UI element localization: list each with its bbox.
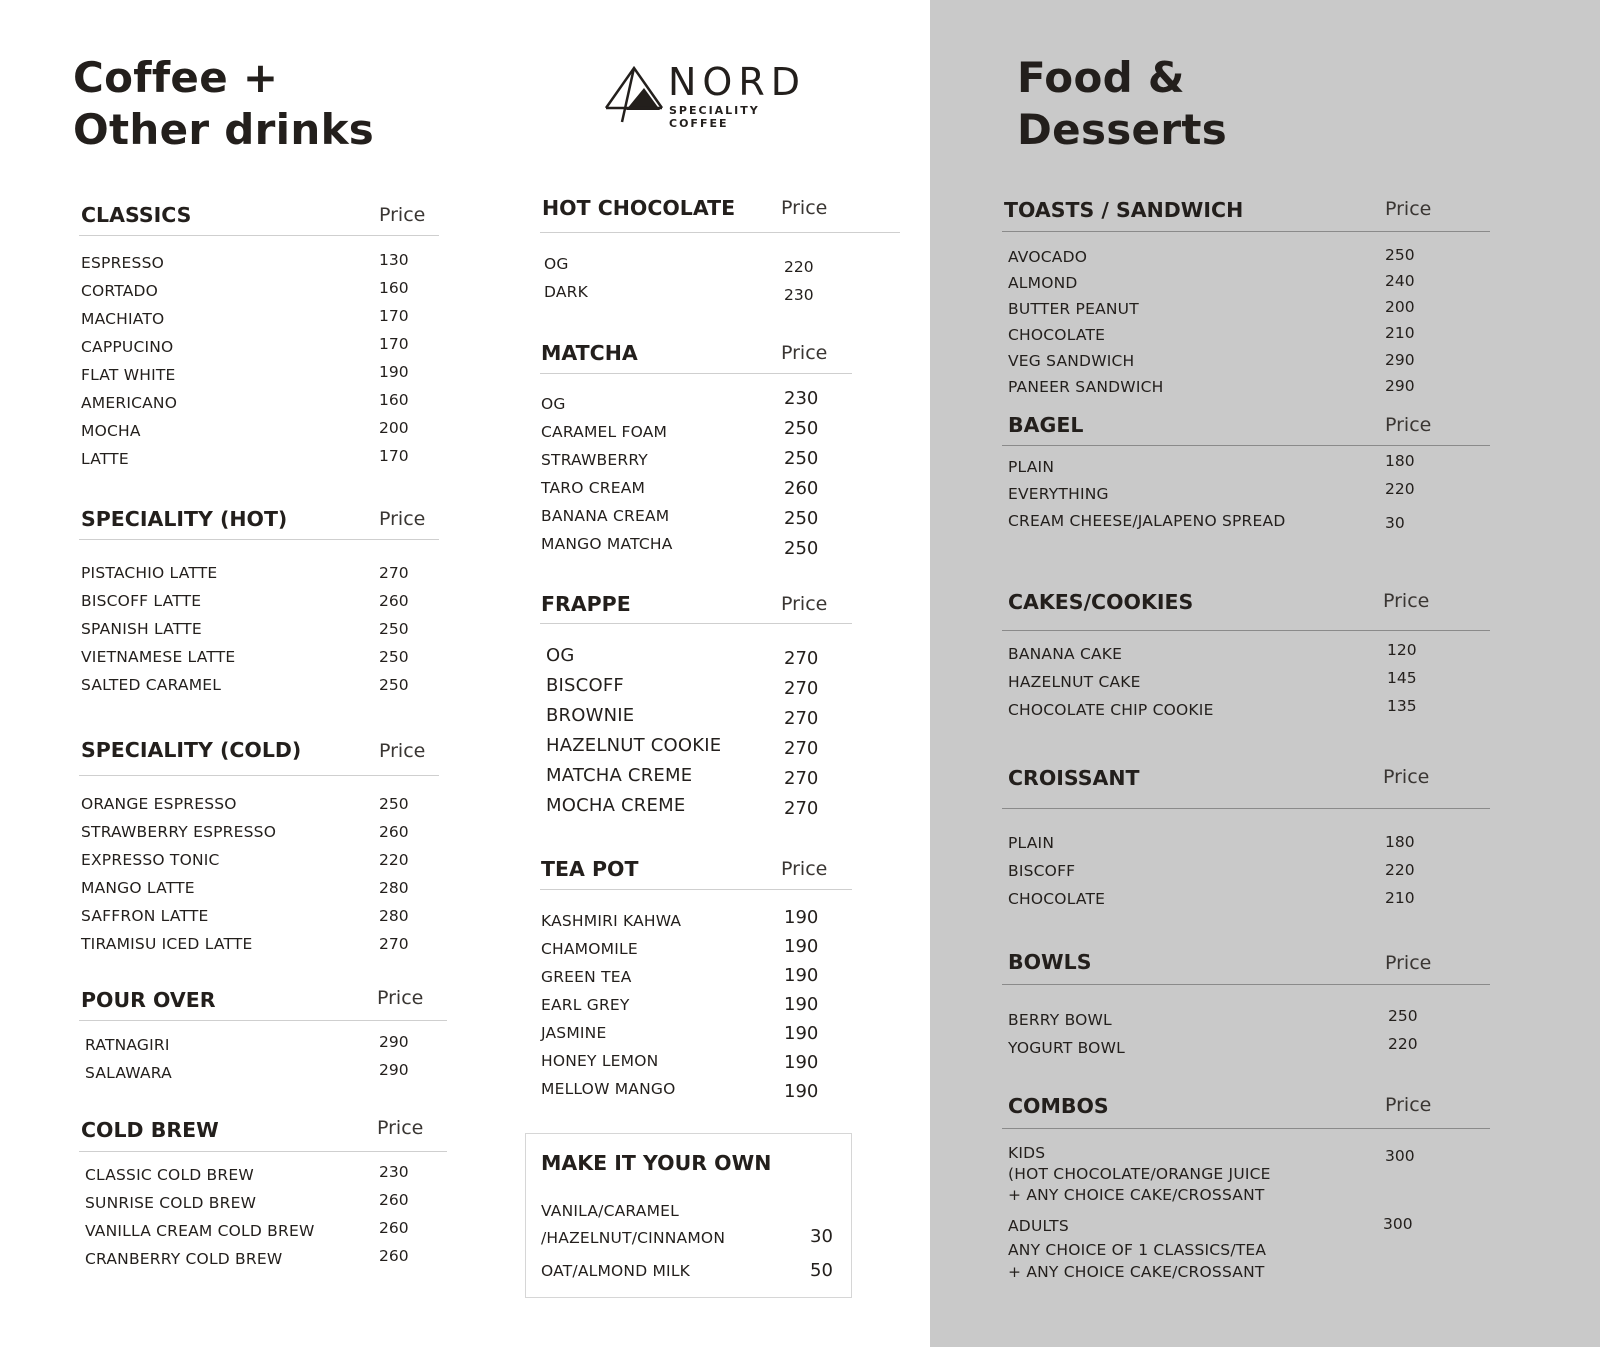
mountain-logo-icon [604,64,668,124]
item-price: 290 [379,1061,409,1079]
item-price: 280 [379,879,409,897]
item-price: 190 [784,1023,819,1044]
section-title-make-it-your-own: MAKE IT YOUR OWN [541,1151,772,1175]
price-header: Price [781,342,828,364]
item-description: + ANY CHOICE CAKE/CROSSANT [1008,1186,1265,1204]
item-name: CHOCOLATE [1008,326,1106,344]
item-name: VANILLA CREAM COLD BREW [85,1222,315,1240]
item-price: 190 [784,936,819,957]
item-price: 145 [1387,669,1417,687]
item-name: BISCOFF [546,675,624,696]
price-header: Price [1385,414,1432,436]
item-price: 270 [379,564,409,582]
item-name: MACHIATO [81,310,165,328]
section-title-pour-over: POUR OVER [81,988,216,1012]
item-price: 160 [379,391,409,409]
item-price: 250 [379,795,409,813]
section-divider [540,373,852,374]
item-price: 250 [784,508,819,529]
item-name: KIDS [1008,1144,1046,1162]
item-price: 260 [379,823,409,841]
item-price: 230 [784,388,819,409]
item-name: RATNAGIRI [85,1036,170,1054]
item-price: 250 [1385,246,1415,264]
item-name: BISCOFF LATTE [81,592,202,610]
item-price: 270 [379,935,409,953]
item-price: 210 [1385,889,1415,907]
item-name: GREEN TEA [541,968,632,986]
item-name: ORANGE ESPRESSO [81,795,237,813]
item-price: 250 [379,648,409,666]
item-description: + ANY CHOICE CAKE/CROSSANT [1008,1263,1265,1281]
item-price: 290 [1385,377,1415,395]
item-name: OG [541,395,566,413]
item-price: 270 [784,798,819,819]
item-price: 200 [1385,298,1415,316]
section-divider [540,889,852,890]
price-header: Price [379,740,426,762]
price-header: Price [781,858,828,880]
drinks-heading-line2: Other drinks [73,105,375,154]
item-price: 190 [784,965,819,986]
item-name: OAT/ALMOND MILK [541,1262,691,1280]
item-name: JASMINE [541,1024,607,1042]
item-price: 250 [784,538,819,559]
item-name: KASHMIRI KAHWA [541,912,682,930]
item-price: 220 [379,851,409,869]
item-price: 220 [1388,1035,1418,1053]
item-name: HAZELNUT CAKE [1008,673,1141,691]
price-header: Price [1385,952,1432,974]
item-price: 250 [379,676,409,694]
item-price: 300 [1385,1147,1415,1165]
price-header: Price [1383,590,1430,612]
item-price: 180 [1385,833,1415,851]
section-divider [79,235,439,236]
item-price: 270 [784,738,819,759]
item-price: 290 [1385,351,1415,369]
item-name: PISTACHIO LATTE [81,564,218,582]
item-price: 270 [784,648,819,669]
item-price: 30 [1385,514,1405,532]
item-name: AMERICANO [81,394,178,412]
section-title-croissant: CROISSANT [1008,766,1140,790]
item-name: BISCOFF [1008,862,1076,880]
item-name: MATCHA CREME [546,765,693,786]
section-title-tea-pot: TEA POT [541,857,639,881]
item-name: HAZELNUT COOKIE [546,735,722,756]
section-divider [1002,984,1490,985]
item-price: 50 [810,1260,833,1281]
item-price: 135 [1387,697,1417,715]
item-name: ADULTS [1008,1217,1069,1235]
section-title-matcha: MATCHA [541,341,638,365]
section-divider [79,1151,447,1152]
item-price: 120 [1387,641,1417,659]
section-divider [1002,231,1490,232]
item-price: 260 [379,592,409,610]
item-price: 220 [784,258,814,276]
item-name: DARK [544,283,589,301]
item-name: SALAWARA [85,1064,172,1082]
food-heading [1017,52,1227,156]
section-title-hot-chocolate: HOT CHOCOLATE [542,196,736,220]
item-name: SPANISH LATTE [81,620,202,638]
item-price: 240 [1385,272,1415,290]
item-name: STRAWBERRY ESPRESSO [81,823,277,841]
brand-tagline: SPECIALITY COFFEE [669,104,760,130]
item-name: ESPRESSO [81,254,165,272]
item-price: 280 [379,907,409,925]
item-name: MOCHA [81,422,141,440]
item-name: CLASSIC COLD BREW [85,1166,254,1184]
section-title-bagel: BAGEL [1008,413,1084,437]
item-name: CRANBERRY COLD BREW [85,1250,283,1268]
item-name: BERRY BOWL [1008,1011,1112,1029]
item-name: CHOCOLATE CHIP COOKIE [1008,701,1214,719]
item-name: EVERYTHING [1008,485,1109,503]
item-name: TARO CREAM [541,479,646,497]
section-divider [79,775,439,776]
item-price: 260 [379,1191,409,1209]
item-name: SUNRISE COLD BREW [85,1194,257,1212]
item-name: EXPRESSO TONIC [81,851,220,869]
price-header: Price [1385,1094,1432,1116]
section-divider [1002,1128,1490,1129]
section-title-cakes: CAKES/COOKIES [1008,590,1194,614]
item-name: TIRAMISU ICED LATTE [81,935,253,953]
food-heading-line2: Desserts [1017,105,1228,154]
item-price: 210 [1385,324,1415,342]
item-price: 230 [379,1163,409,1181]
item-price: 270 [784,708,819,729]
item-name: OG [544,255,569,273]
section-title-toasts: TOASTS / SANDWICH [1004,198,1244,222]
item-name: EARL GREY [541,996,630,1014]
item-name: SALTED CARAMEL [81,676,222,694]
item-name: AVOCADO [1008,248,1088,266]
item-name: FLAT WHITE [81,366,176,384]
price-header: Price [781,593,828,615]
section-title-cold-brew: COLD BREW [81,1118,219,1142]
item-name: HONEY LEMON [541,1052,659,1070]
item-price: 300 [1383,1215,1413,1233]
item-price: 260 [379,1219,409,1237]
price-header: Price [1385,198,1432,220]
item-name: VEG SANDWICH [1008,352,1135,370]
item-name: YOGURT BOWL [1008,1039,1125,1057]
item-name: CARAMEL FOAM [541,423,668,441]
item-name: CHOCOLATE [1008,890,1106,908]
item-name: VIETNAMESE LATTE [81,648,236,666]
price-header: Price [379,508,426,530]
item-name: SAFFRON LATTE [81,907,209,925]
section-title-bowls: BOWLS [1008,950,1092,974]
item-name: CHAMOMILE [541,940,638,958]
item-price: 250 [784,418,819,439]
price-header: Price [781,197,828,219]
section-divider [1002,445,1490,446]
item-name: LATTE [81,450,129,468]
item-name: CAPPUCINO [81,338,174,356]
item-price: 190 [379,363,409,381]
item-name: /HAZELNUT/CINNAMON [541,1229,726,1247]
item-price: 250 [379,620,409,638]
item-name: BANANA CAKE [1008,645,1123,663]
item-name: PLAIN [1008,458,1055,476]
item-price: 180 [1385,452,1415,470]
item-description: (HOT CHOCOLATE/ORANGE JUICE [1008,1165,1271,1183]
item-price: 200 [379,419,409,437]
item-name: MOCHA CREME [546,795,686,816]
section-title-speciality-cold: SPECIALITY (COLD) [81,738,302,762]
item-name: STRAWBERRY [541,451,648,469]
item-name: BUTTER PEANUT [1008,300,1139,318]
price-header: Price [377,1117,424,1139]
food-heading-line1: Food & [1017,53,1185,102]
item-name: BROWNIE [546,705,635,726]
item-price: 270 [784,678,819,699]
item-price: 260 [379,1247,409,1265]
drinks-heading [73,52,374,156]
item-price: 170 [379,307,409,325]
drinks-heading-line1: Coffee + [73,53,279,102]
item-name: MANGO MATCHA [541,535,673,553]
item-description: ANY CHOICE OF 1 CLASSICS/TEA [1008,1241,1267,1259]
item-price: 30 [810,1226,833,1247]
item-price: 190 [784,907,819,928]
item-price: 250 [1388,1007,1418,1025]
item-price: 190 [784,994,819,1015]
item-price: 130 [379,251,409,269]
item-price: 160 [379,279,409,297]
section-title-combos: COMBOS [1008,1094,1109,1118]
item-price: 170 [379,447,409,465]
item-price: 230 [784,286,814,304]
item-price: 190 [784,1052,819,1073]
section-title-speciality-hot: SPECIALITY (HOT) [81,507,288,531]
item-name: VANILA/CARAMEL [541,1202,679,1220]
item-price: 190 [784,1081,819,1102]
item-price: 290 [379,1033,409,1051]
section-divider [540,232,900,233]
item-name: PANEER SANDWICH [1008,378,1164,396]
item-name: PLAIN [1008,834,1055,852]
item-name: MANGO LATTE [81,879,195,897]
item-price: 260 [784,478,819,499]
item-name: CREAM CHEESE/JALAPENO SPREAD [1008,512,1286,530]
item-name: OG [546,645,575,666]
item-price: 250 [784,448,819,469]
item-price: 170 [379,335,409,353]
section-title-frappe: FRAPPE [541,592,631,616]
item-name: ALMOND [1008,274,1078,292]
item-price: 270 [784,768,819,789]
item-price: 220 [1385,861,1415,879]
item-name: CORTADO [81,282,159,300]
price-header: Price [379,204,426,226]
section-divider [1002,808,1490,809]
section-divider [79,1020,447,1021]
brand-logo [604,60,824,130]
item-price: 220 [1385,480,1415,498]
item-name: BANANA CREAM [541,507,670,525]
section-divider [79,539,439,540]
item-name: MELLOW MANGO [541,1080,676,1098]
price-header: Price [377,987,424,1009]
brand-name: NORD [668,60,806,104]
section-divider [540,623,852,624]
price-header: Price [1383,766,1430,788]
section-title-classics: CLASSICS [81,203,192,227]
section-divider [1002,630,1490,631]
